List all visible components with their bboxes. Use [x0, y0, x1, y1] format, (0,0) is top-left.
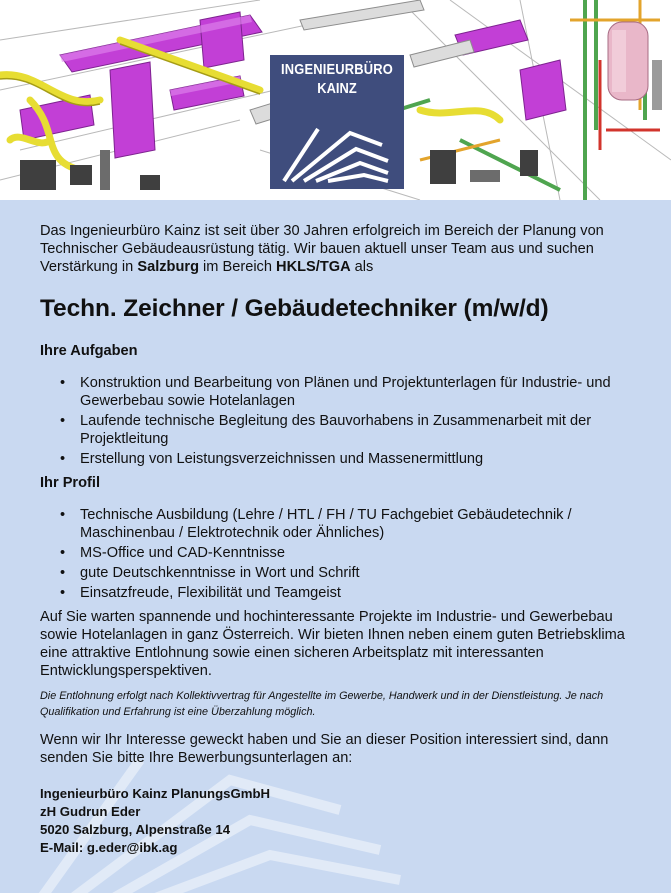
- intro-field: HKLS/TGA: [276, 259, 351, 275]
- profile-heading: Ihr Profil: [40, 475, 100, 491]
- list-item: [40, 564, 640, 582]
- bullet-icon: •: [60, 451, 66, 467]
- list-item: [40, 584, 640, 602]
- bullet-icon: •: [60, 375, 66, 391]
- contact-company: Ingenieurbüro Kainz PlanungsGmbH: [40, 785, 271, 801]
- list-item-text: Konstruktion und Bearbeitung von Plänen und Projektunterlagen für Industrie- und Gewerbebau sowie Hotelanlagen: [80, 375, 611, 409]
- list-item-text: gute Deutschkenntnisse in Wort und Schrift: [80, 565, 360, 581]
- job-title: Techn. Zeichner / Gebäudetechniker (m/w/d): [40, 295, 549, 322]
- intro-text-middle: im Bereich: [198, 259, 277, 275]
- contact-block: [40, 785, 640, 857]
- list-item-text: MS-Office und CAD-Kenntnisse: [80, 545, 285, 561]
- intro-text-end: als: [350, 259, 374, 275]
- logo-text-line1: INGENIEURBÜRO: [281, 61, 393, 78]
- bullet-icon: •: [60, 413, 66, 429]
- tasks-list: [40, 374, 640, 468]
- job-posting-body: [0, 200, 671, 893]
- company-logo: [270, 55, 404, 189]
- logo-building-icon: [270, 105, 404, 189]
- list-item-text: Erstellung von Leistungsverzeichnissen und Massenermittlung: [80, 451, 484, 467]
- profile-list: [40, 506, 640, 602]
- intro-location: Salzburg: [137, 259, 199, 275]
- bullet-icon: •: [60, 507, 66, 523]
- bullet-icon: •: [60, 545, 66, 561]
- offer-paragraph: Auf Sie warten spannende und hochinteressante Projekte im Industrie- und Gewerbebau sowie Hotelanlagen in ganz Österreich. Wir bieten Ihnen neben einem guten Betriebsklima eine attraktive Entlohnung sowie einen sicheren Arbeitsplatz mit interessanten Entwicklungsperspektiven.: [40, 609, 625, 679]
- list-item: [40, 374, 640, 410]
- list-item-text: Laufende technische Begleitung des Bauvorhabens in Zusammenarbeit mit der Projektleitung: [80, 413, 592, 447]
- list-item-text: Einsatzfreude, Flexibilität und Teamgeist: [80, 585, 341, 601]
- intro-text: Das Ingenieurbüro Kainz ist seit über 30 Jahren erfolgreich im Bereich der Planung von Technischer Gebäudeausrüstung tätig. Wir bauen aktuell unser Team aus und suchen Verstärkung in: [40, 223, 604, 275]
- intro-paragraph: [40, 222, 640, 276]
- bullet-icon: •: [60, 565, 66, 581]
- contact-address: 5020 Salzburg, Alpenstraße 14: [40, 821, 231, 837]
- salary-note: Die Entlohnung erfolgt nach Kollektivvertrag für Angestellte im Gewerbe, Handwerk und in der Dienstleistung. Je nach Qualifikation und Erfahrung ist eine Überzahlung möglich.: [40, 690, 604, 718]
- list-item-text: Technische Ausbildung (Lehre / HTL / FH / TU Fachgebiet Gebäudetechnik / Maschinenbau / Elektrotechnik oder Ähnliches): [80, 507, 572, 541]
- list-item: [40, 412, 640, 448]
- list-item: [40, 506, 640, 542]
- list-item: [40, 450, 640, 468]
- header-image: [0, 0, 671, 200]
- list-item: [40, 544, 640, 562]
- logo-text-line2: KAINZ: [317, 80, 357, 97]
- tasks-heading: Ihre Aufgaben: [40, 343, 138, 359]
- contact-email[interactable]: E-Mail: g.eder@ibk.ag: [40, 839, 178, 855]
- interest-paragraph: Wenn wir Ihr Interesse geweckt haben und Sie an dieser Position interessiert sind, dann senden Sie bitte Ihre Bewerbungsunterlagen an:: [40, 731, 609, 766]
- contact-attention: zH Gudrun Eder: [40, 803, 141, 819]
- bullet-icon: •: [60, 585, 66, 601]
